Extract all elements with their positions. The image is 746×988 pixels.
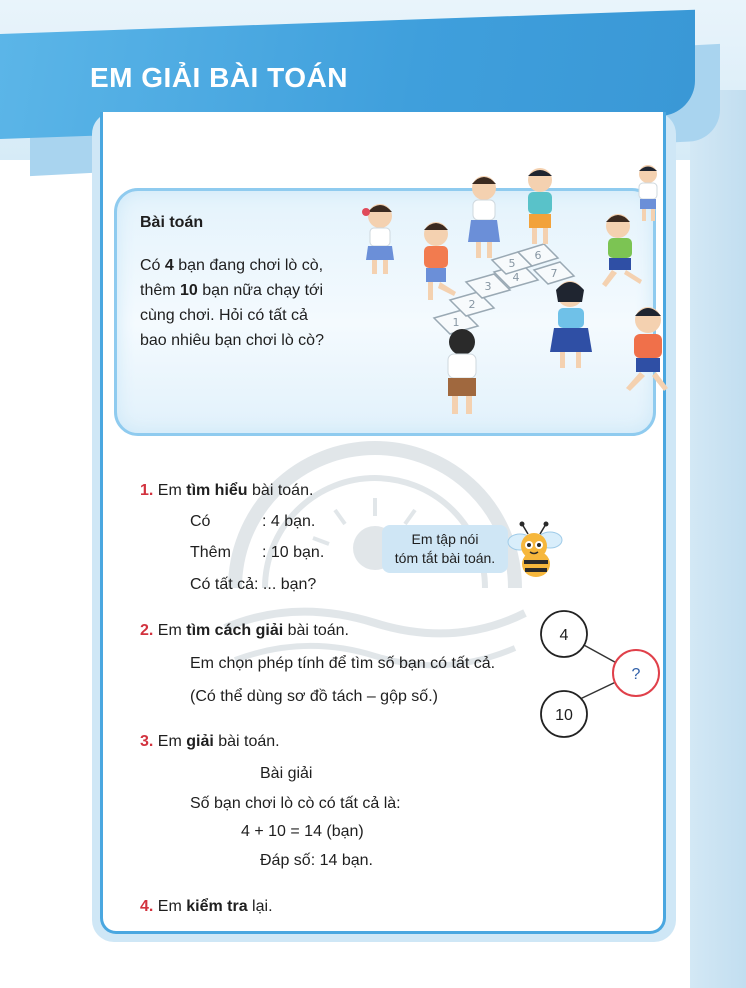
step-2-heading: 2. Em tìm cách giải bài toán. bbox=[140, 622, 349, 639]
child-boy-orange-right bbox=[626, 307, 668, 391]
summary-label-add: Thêm bbox=[190, 544, 231, 561]
step-3-heading: 3. Em giải bài toán. bbox=[140, 733, 280, 750]
child-girl-orange bbox=[424, 222, 456, 300]
step-2-line-1: Em chọn phép tính để tìm số bạn có tất cả. bbox=[190, 655, 496, 672]
hop-number-1: 1 bbox=[452, 316, 460, 329]
hop-number-2: 2 bbox=[468, 298, 476, 311]
hop-number-5: 5 bbox=[508, 257, 516, 270]
diagram-value-result: ? bbox=[631, 666, 641, 683]
problem-line-1: Có 4 bạn đang chơi lò cò, bbox=[140, 257, 324, 274]
summary-value-add: : 10 bạn. bbox=[262, 544, 325, 561]
step-1-keyword: tìm hiểu bbox=[186, 482, 248, 499]
page-title: EM GIẢI BÀI TOÁN bbox=[90, 62, 348, 93]
problem-line-3: cùng chơi. Hỏi có tất cả bbox=[140, 307, 308, 324]
step-2-line-2: (Có thể dùng sơ đồ tách – gộp số.) bbox=[190, 688, 438, 705]
hop-number-4: 4 bbox=[512, 271, 520, 284]
solution-heading: Bài giải bbox=[260, 765, 313, 782]
problem-line-2: thêm 10 bạn nữa chạy tới bbox=[140, 282, 324, 299]
problem-line-4: bao nhiêu bạn chơi lò cò? bbox=[140, 332, 324, 349]
step-3-keyword: giải bbox=[186, 733, 214, 750]
step-1-heading: 1. Em tìm hiểu bài toán. bbox=[140, 482, 314, 499]
summary-question: Có tất cả: ... bạn? bbox=[190, 576, 317, 593]
step-4-keyword: kiểm tra bbox=[186, 898, 248, 915]
hopscotch-illustration bbox=[356, 160, 678, 425]
child-boy-top-right bbox=[639, 165, 657, 221]
part-whole-diagram bbox=[530, 608, 670, 738]
hop-number-6: 6 bbox=[534, 249, 542, 262]
hop-number-3: 3 bbox=[484, 280, 492, 293]
solution-sentence: Số bạn chơi lò cò có tất cả là: bbox=[190, 795, 401, 812]
summary-label-have: Có bbox=[190, 513, 211, 530]
child-boy-teal bbox=[528, 168, 552, 244]
solution-calculation: 4 + 10 = 14 (bạn) bbox=[241, 823, 364, 840]
child-girl-center bbox=[468, 176, 500, 258]
right-page-strip bbox=[690, 90, 746, 988]
child-boy-white-back bbox=[448, 329, 476, 414]
hop-number-7: 7 bbox=[550, 267, 558, 280]
step-4-heading: 4. Em kiểm tra lại. bbox=[140, 898, 273, 915]
summary-value-have: : 4 bạn. bbox=[262, 513, 316, 530]
step-4-number: 4. bbox=[140, 898, 154, 915]
child-girl-blue bbox=[550, 281, 592, 368]
step-2-keyword: tìm cách giải bbox=[186, 622, 284, 639]
step-3-number: 3. bbox=[140, 733, 154, 750]
step-2-number: 2. bbox=[140, 622, 154, 639]
problem-text bbox=[140, 253, 360, 353]
child-girl-left bbox=[362, 204, 394, 274]
speech-bubble-text: Em tập nói tóm tắt bài toán. bbox=[394, 531, 496, 566]
bee-mascot-icon bbox=[506, 520, 564, 582]
diagram-value-top: 4 bbox=[559, 627, 569, 644]
child-boy-green bbox=[602, 214, 642, 287]
solution-answer: Đáp số: 14 bạn. bbox=[260, 852, 373, 869]
step-1-number: 1. bbox=[140, 482, 154, 499]
problem-heading: Bài toán bbox=[140, 214, 204, 231]
diagram-value-bottom: 10 bbox=[555, 707, 573, 724]
